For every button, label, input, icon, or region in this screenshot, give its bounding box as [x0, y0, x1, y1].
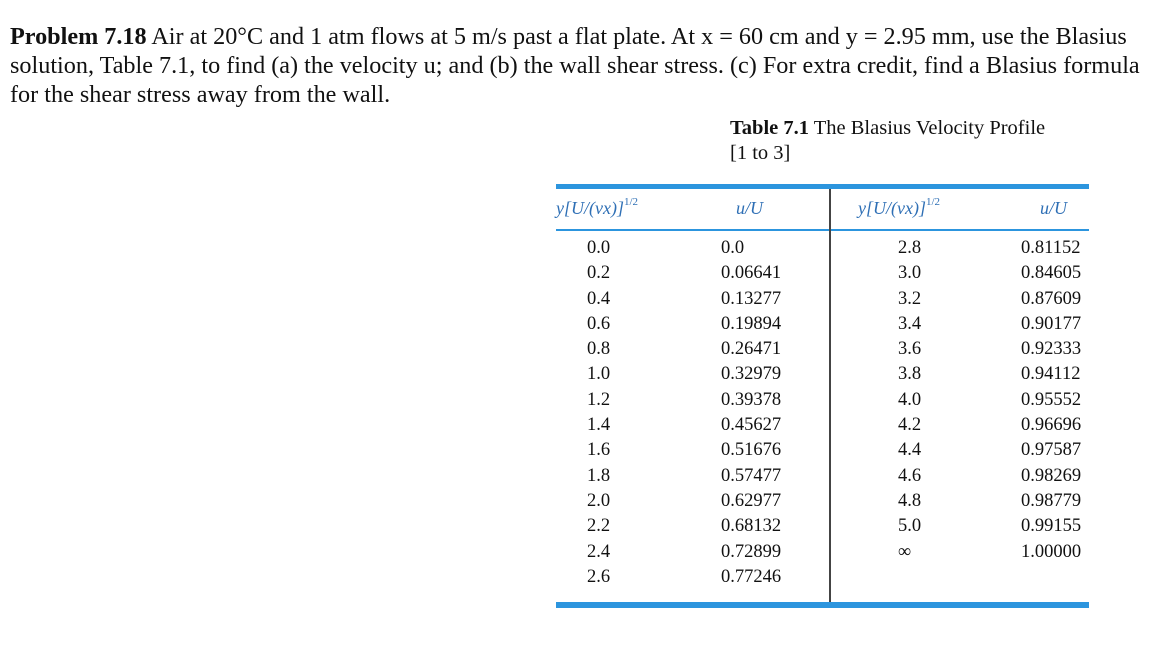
table-cell-eta: 3.2 — [898, 288, 922, 309]
table-cell-velocity-ratio: 0.90177 — [1021, 313, 1082, 334]
table-cell-eta: 5.0 — [898, 516, 922, 537]
table-top-rule — [556, 184, 1089, 189]
column-right-u — [1021, 236, 1081, 565]
header-eta-left-exp: 1/2 — [623, 196, 639, 208]
table-cell-velocity-ratio: 0.92333 — [1021, 339, 1082, 360]
table-cell-velocity-ratio: 0.45627 — [721, 415, 782, 436]
header-eta-right — [858, 198, 940, 219]
blasius-table — [556, 184, 1089, 609]
table-cell-eta: 1.4 — [587, 415, 611, 436]
table-cell-velocity-ratio: 0.19894 — [721, 313, 782, 334]
table-cell-velocity-ratio: 0.96696 — [1021, 415, 1082, 436]
table-cell-velocity-ratio: 0.39378 — [721, 389, 782, 410]
table-cell-velocity-ratio: 0.62977 — [721, 490, 782, 511]
table-cell-eta: 0.4 — [587, 288, 611, 309]
table-cell-velocity-ratio: 0.81152 — [1021, 238, 1081, 258]
table-cell-eta: 2.2 — [587, 516, 611, 537]
table-cell-eta: 0.0 — [587, 238, 611, 258]
table-bottom-rule — [556, 602, 1089, 608]
table-cell-velocity-ratio: 0.95552 — [1021, 389, 1082, 410]
table-cell-velocity-ratio: 0.57477 — [721, 465, 782, 486]
header-eta-right-exp: 1/2 — [925, 196, 941, 208]
table-cell-eta: 4.4 — [898, 440, 922, 461]
table-cell-eta: 1.2 — [587, 389, 611, 410]
table-cell-eta: 1.8 — [587, 465, 611, 486]
table-cell-eta: 3.0 — [898, 263, 922, 284]
table-cell-eta: 4.8 — [898, 490, 922, 511]
table-cell-velocity-ratio: 0.51676 — [721, 440, 782, 461]
table-cell-eta: 0.2 — [587, 263, 611, 284]
table-cell-velocity-ratio: 0.26471 — [721, 339, 782, 360]
table-cell-eta: 0.8 — [587, 339, 611, 360]
table-cell-velocity-ratio: 0.0 — [721, 238, 745, 258]
table-cell-velocity-ratio: 0.99155 — [1021, 516, 1082, 537]
table-cell-velocity-ratio: 0.68132 — [721, 516, 782, 537]
table-cell-eta: 4.6 — [898, 465, 922, 486]
table-cell-velocity-ratio: 0.98269 — [1021, 465, 1082, 486]
table-cell-eta: 3.6 — [898, 339, 922, 360]
table-cell-eta: 2.0 — [587, 490, 611, 511]
problem-statement — [10, 22, 1155, 109]
table-cell-eta: 3.8 — [898, 364, 922, 385]
table-cell-velocity-ratio: 0.98779 — [1021, 490, 1082, 511]
problem-text: Air at 20°C and 1 atm flows at 5 m/s past a flat plate. At x = 60 cm and y = 2.95 mm, use the Blasius solution, Table 7.1, to find (a) the velocity u; and (b) the wall shear stress. (c) For extra credit, find a Blasius formula for the shear stress away from the wall. — [10, 23, 1140, 108]
table-cell-velocity-ratio: 0.32979 — [721, 364, 782, 385]
table-cell-eta: 2.6 — [587, 566, 611, 587]
table-cell-velocity-ratio: 0.84605 — [1021, 263, 1082, 284]
table-header-rule — [556, 229, 1089, 231]
column-right-eta — [898, 236, 921, 565]
table-cell-velocity-ratio: 0.77246 — [721, 566, 782, 587]
table-cell-eta: 1.0 — [587, 364, 611, 385]
table-column-divider — [829, 189, 831, 602]
table-caption-label: Table 7.1 — [730, 117, 809, 139]
table-cell-velocity-ratio: 0.97587 — [1021, 440, 1082, 461]
column-left-u — [721, 236, 781, 590]
problem-label: Problem 7.18 — [10, 23, 147, 50]
table-cell-eta: 4.0 — [898, 389, 922, 410]
table-cell-eta: 3.4 — [898, 313, 922, 334]
table-cell-velocity-ratio: 0.87609 — [1021, 288, 1082, 309]
header-eta-left — [556, 198, 638, 219]
table-cell-eta: 2.4 — [587, 541, 611, 562]
table-cell-velocity-ratio: 0.13277 — [721, 288, 782, 309]
table-cell-eta: 1.6 — [587, 440, 611, 461]
table-cell-velocity-ratio: 0.06641 — [721, 263, 782, 284]
header-eta-left-base: y[U/(νx)] — [556, 198, 624, 218]
header-ratio-left: u/U — [736, 198, 763, 218]
table-cell-eta: 0.6 — [587, 313, 611, 334]
table-cell-velocity-ratio: 1.00000 — [1021, 541, 1082, 562]
table-cell-eta: ∞ — [898, 541, 912, 562]
table-caption — [730, 116, 1060, 166]
table-cell-eta: 4.2 — [898, 415, 922, 436]
table-cell-velocity-ratio: 0.94112 — [1021, 364, 1081, 385]
header-eta-right-base: y[U/(νx)] — [858, 198, 926, 218]
header-ratio-right: u/U — [1040, 198, 1067, 218]
column-left-eta — [587, 236, 610, 590]
table-caption-text: The Blasius Velocity Profile [1 to 3] — [730, 117, 1046, 164]
table-cell-velocity-ratio: 0.72899 — [721, 541, 782, 562]
table-cell-eta: 2.8 — [898, 238, 922, 258]
